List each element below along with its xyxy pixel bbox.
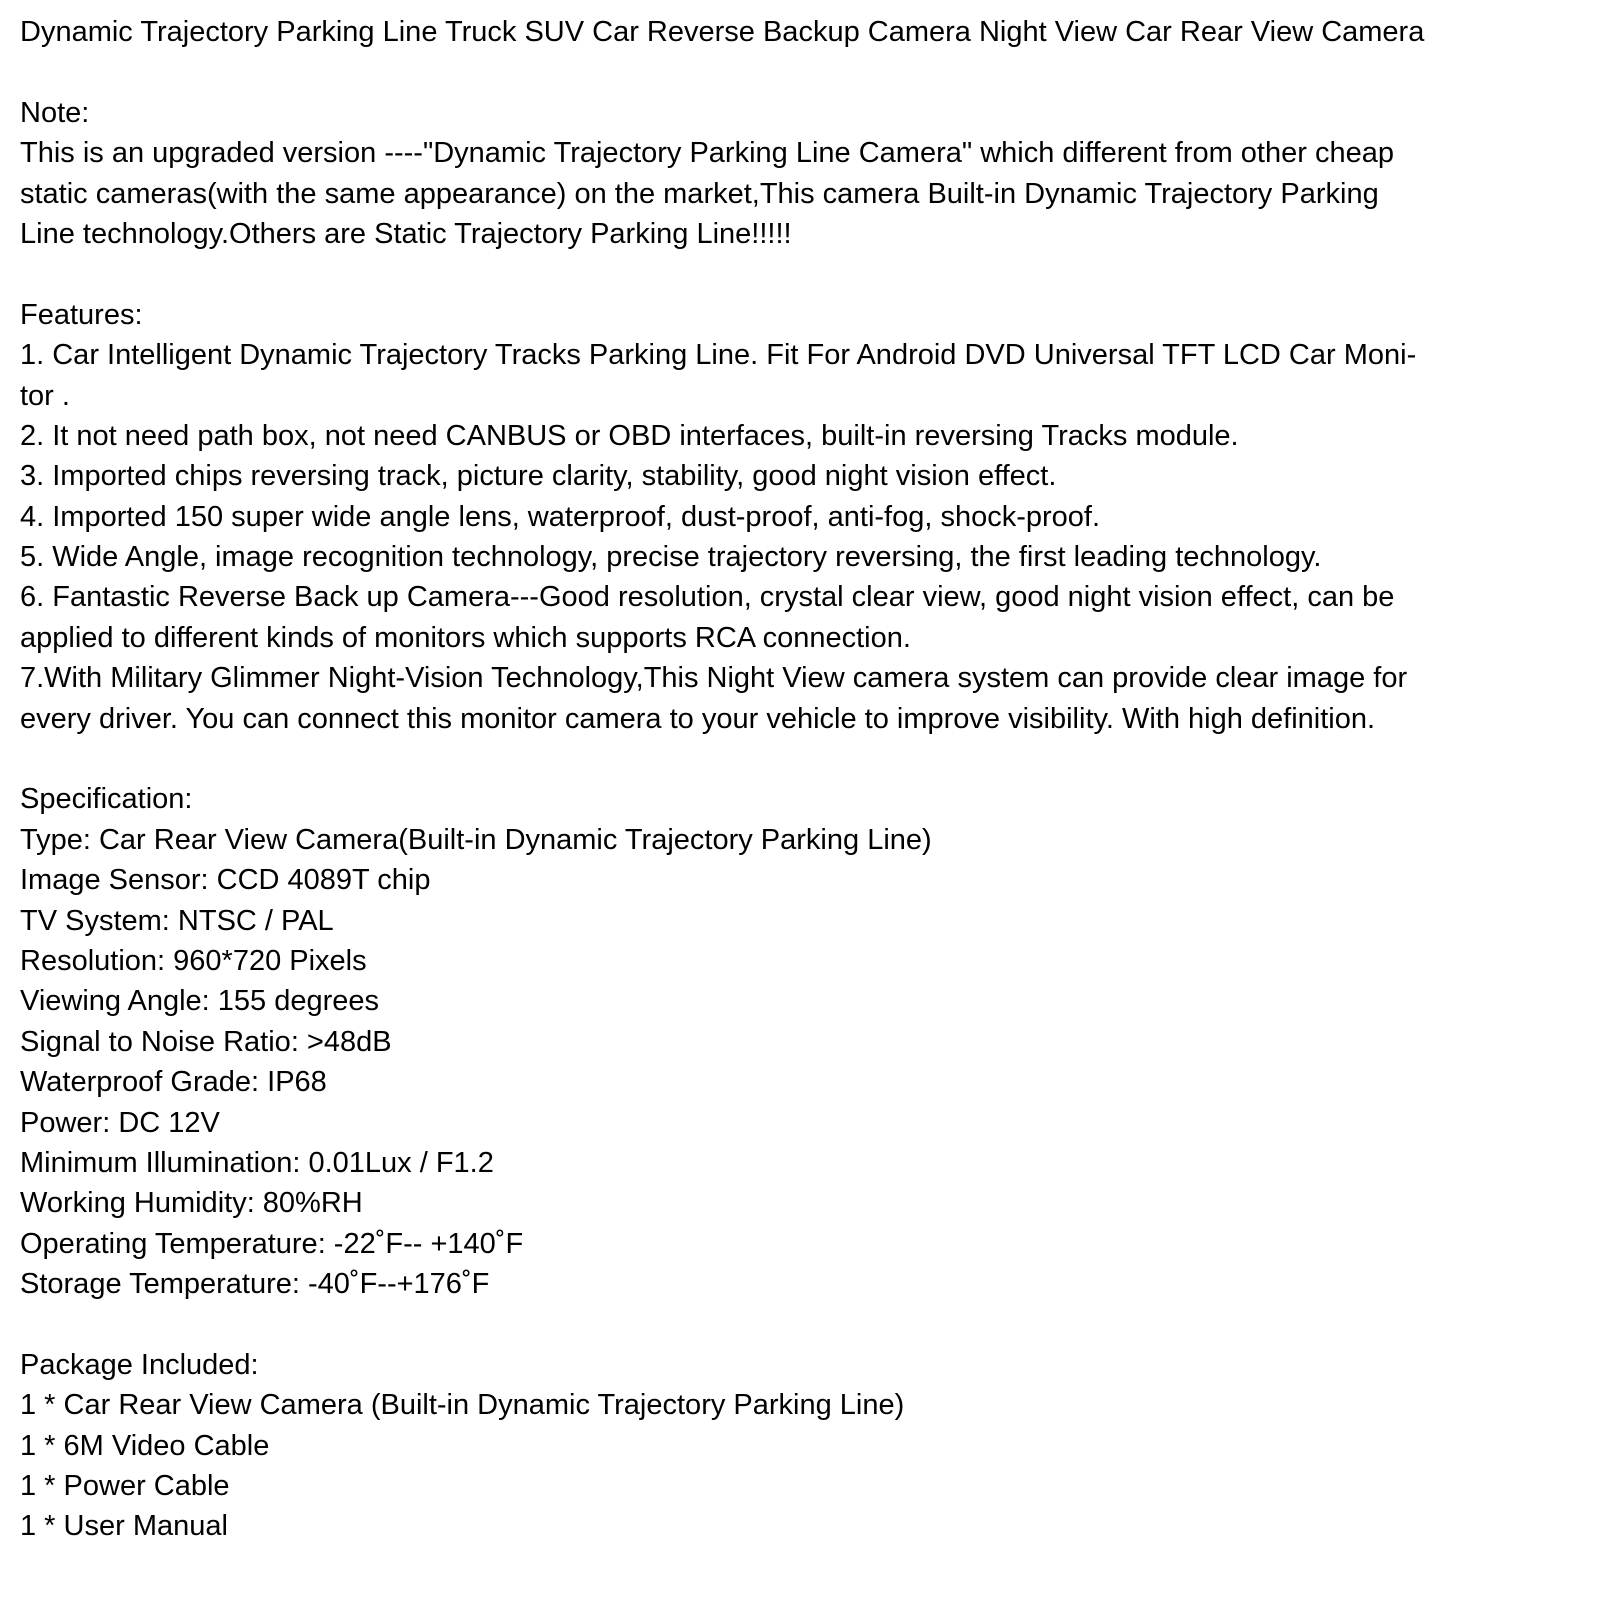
spacer — [20, 739, 1424, 779]
spec-line: TV System: NTSC / PAL — [20, 904, 334, 937]
package-line: 1 * Power Cable — [20, 1470, 230, 1503]
spec-line: Type: Car Rear View Camera(Built-in Dynamic Trajectory Parking Line) — [20, 823, 932, 856]
package-heading: Package Included: — [20, 1348, 259, 1381]
spacer — [20, 254, 1424, 294]
note-line: static cameras(with the same appearance) on the market,This camera Built-in Dynamic Trajectory Parking — [20, 177, 1379, 210]
product-title: Dynamic Trajectory Parking Line Truck SUV Car Reverse Backup Camera Night View Car Rear View Camera — [20, 16, 1425, 48]
package-line: 1 * Car Rear View Camera (Built-in Dynamic Trajectory Parking Line) — [20, 1389, 905, 1422]
feature-line: every driver. You can connect this monitor camera to your vehicle to improve visibility. With high definition. — [20, 702, 1376, 735]
spec-line: Power: DC 12V — [20, 1106, 220, 1139]
spec-line: Resolution: 960*720 Pixels — [20, 944, 367, 977]
feature-line: applied to different kinds of monitors which supports RCA connection. — [20, 621, 911, 654]
note-heading: Note: — [20, 96, 90, 129]
specification-heading: Specification: — [20, 783, 193, 816]
features-heading: Features: — [20, 298, 143, 331]
spec-line: Working Humidity: 80%RH — [20, 1187, 363, 1220]
feature-line: 4. Imported 150 super wide angle lens, waterproof, dust-proof, anti-fog, shock-proof. — [20, 500, 1101, 533]
spacer — [20, 1305, 1424, 1345]
spec-line: Operating Temperature: -22˚F-- +140˚F — [20, 1227, 524, 1260]
feature-line: 6. Fantastic Reverse Back up Camera---Good resolution, crystal clear view, good night vision effect, can be — [20, 581, 1395, 614]
feature-line: 7.With Military Glimmer Night-Vision Technology,This Night View camera system can provide clear image for — [20, 662, 1408, 695]
spacer — [20, 52, 1424, 92]
spec-line: Storage Temperature: -40˚F--+176˚F — [20, 1268, 490, 1301]
note-line: Line technology.Others are Static Trajectory Parking Line!!!!! — [20, 217, 792, 250]
feature-line: 5. Wide Angle, image recognition technology, precise trajectory reversing, the first leading technology. — [20, 541, 1322, 574]
feature-line: 2. It not need path box, not need CANBUS or OBD interfaces, built-in reversing Tracks module. — [20, 419, 1239, 452]
feature-line: tor . — [20, 379, 70, 412]
product-description — [20, 12, 1424, 1547]
package-line: 1 * User Manual — [20, 1510, 228, 1543]
note-line: This is an upgraded version ----"Dynamic Trajectory Parking Line Camera" which different from other cheap — [20, 137, 1394, 170]
feature-line: 3. Imported chips reversing track, picture clarity, stability, good night vision effect. — [20, 460, 1057, 493]
spec-line: Waterproof Grade: IP68 — [20, 1066, 327, 1099]
spec-line: Signal to Noise Ratio: >48dB — [20, 1025, 392, 1058]
feature-line: 1. Car Intelligent Dynamic Trajectory Tracks Parking Line. Fit For Android DVD Universal TFT LCD Car Moni- — [20, 339, 1417, 372]
package-line: 1 * 6M Video Cable — [20, 1429, 270, 1462]
spec-line: Minimum Illumination: 0.01Lux / F1.2 — [20, 1146, 494, 1179]
spec-line: Viewing Angle: 155 degrees — [20, 985, 380, 1018]
spec-line: Image Sensor: CCD 4089T chip — [20, 864, 431, 897]
